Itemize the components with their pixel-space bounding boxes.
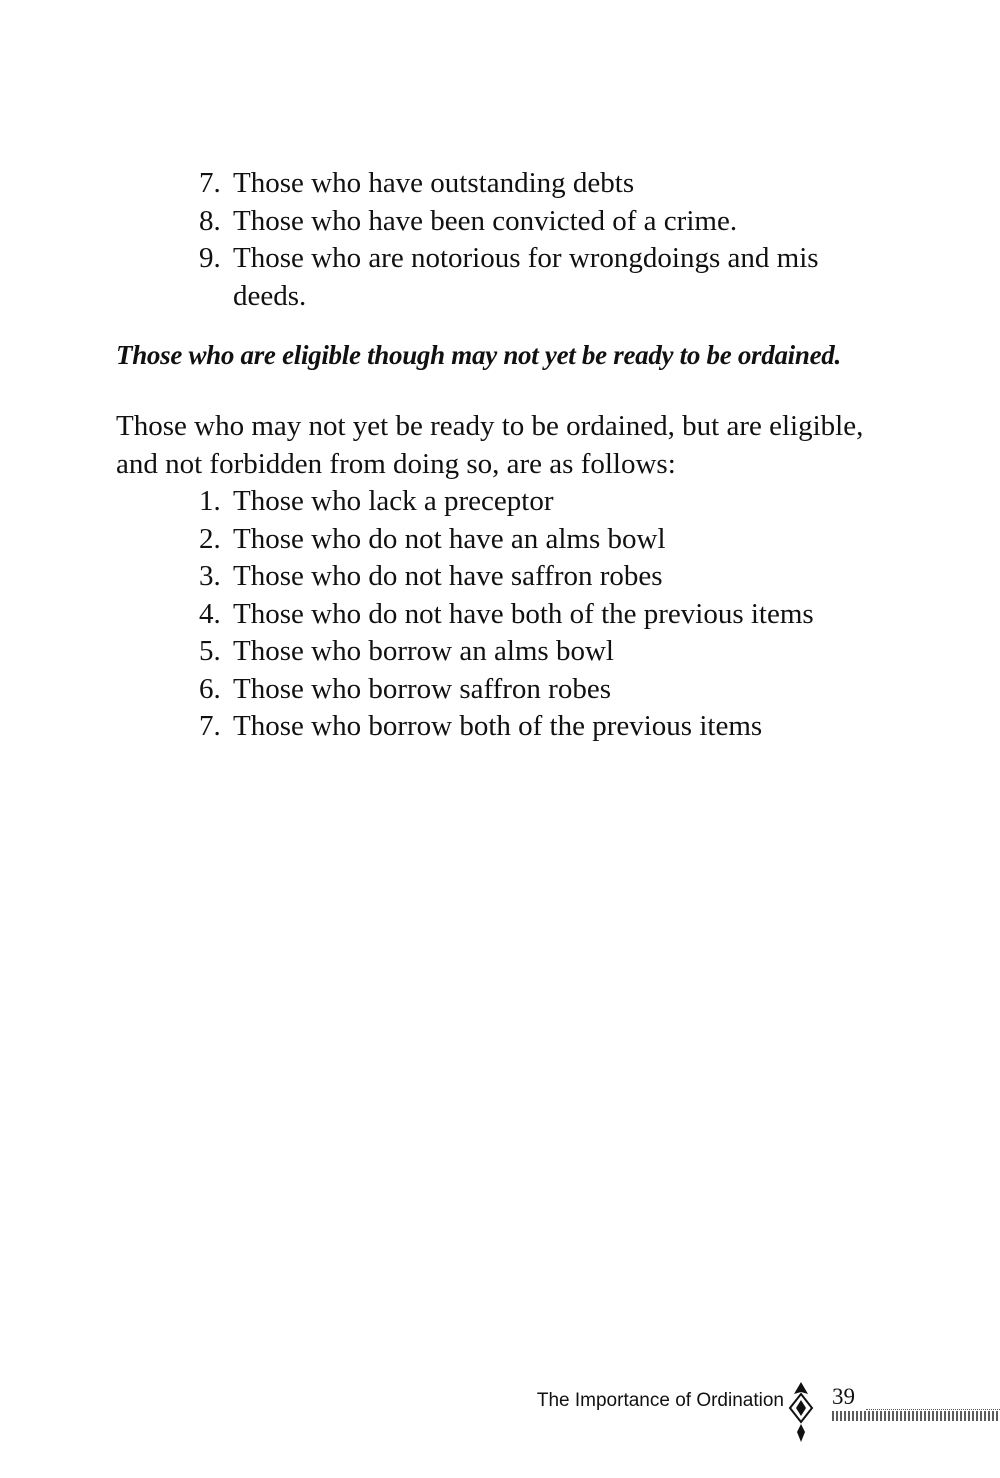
- list-item: [199, 165, 859, 203]
- list-item-number: 8.: [199, 204, 221, 237]
- list-item: [199, 633, 899, 671]
- list-item-text: Those who are notorious for wrongdoings and mis deeds.: [233, 242, 819, 312]
- list-item: [199, 483, 899, 521]
- list-item-number: 5.: [199, 635, 221, 667]
- running-footer-title: The Importance of Ordination: [536, 1390, 784, 1411]
- list-item-number: 9.: [199, 242, 221, 274]
- list-item-text: Those who do not have an alms bowl: [233, 522, 666, 555]
- section-heading: Those who are eligible though may not yet be ready to be ordained.: [116, 340, 841, 370]
- intro-paragraph: Those who may not yet be ready to be ordained, but are eligible, and not forbidden from doing so, are as follows:: [116, 410, 864, 480]
- list-item-number: 3.: [199, 560, 221, 592]
- list-item: [199, 240, 859, 315]
- list-item-number: 6.: [199, 672, 221, 705]
- ineligible-list-continued: [199, 165, 859, 315]
- list-item-number: 1.: [199, 485, 221, 517]
- list-item: [199, 671, 899, 709]
- footer-rule-pattern: [832, 1411, 1000, 1421]
- eligible-not-ready-list: [199, 483, 899, 746]
- list-item: [199, 203, 859, 241]
- list-item-text: Those who have been convicted of a crime.: [233, 204, 738, 237]
- list-item: [199, 708, 899, 746]
- list-item-text: Those who borrow saffron robes: [233, 672, 611, 705]
- list-item-number: 4.: [199, 597, 221, 630]
- list-item: [199, 596, 899, 634]
- list-item-text: Those who lack a preceptor: [233, 485, 554, 517]
- list-item-text: Those who do not have saffron robes: [233, 560, 663, 592]
- page-footer: [0, 1380, 1000, 1460]
- list-item-number: 7.: [199, 167, 221, 199]
- list-item: [199, 521, 899, 559]
- list-item-number: 2.: [199, 522, 221, 555]
- list-item-text: Those who borrow an alms bowl: [233, 635, 614, 667]
- page-number: 39: [832, 1384, 855, 1409]
- lotus-diamond-icon: [788, 1380, 814, 1446]
- list-item-text: Those who do not have both of the previous items: [233, 597, 814, 630]
- list-item: [199, 558, 899, 596]
- list-item-text: Those who borrow both of the previous items: [233, 710, 763, 742]
- list-item-text: Those who have outstanding debts: [233, 167, 635, 199]
- list-item-number: 7.: [199, 710, 221, 742]
